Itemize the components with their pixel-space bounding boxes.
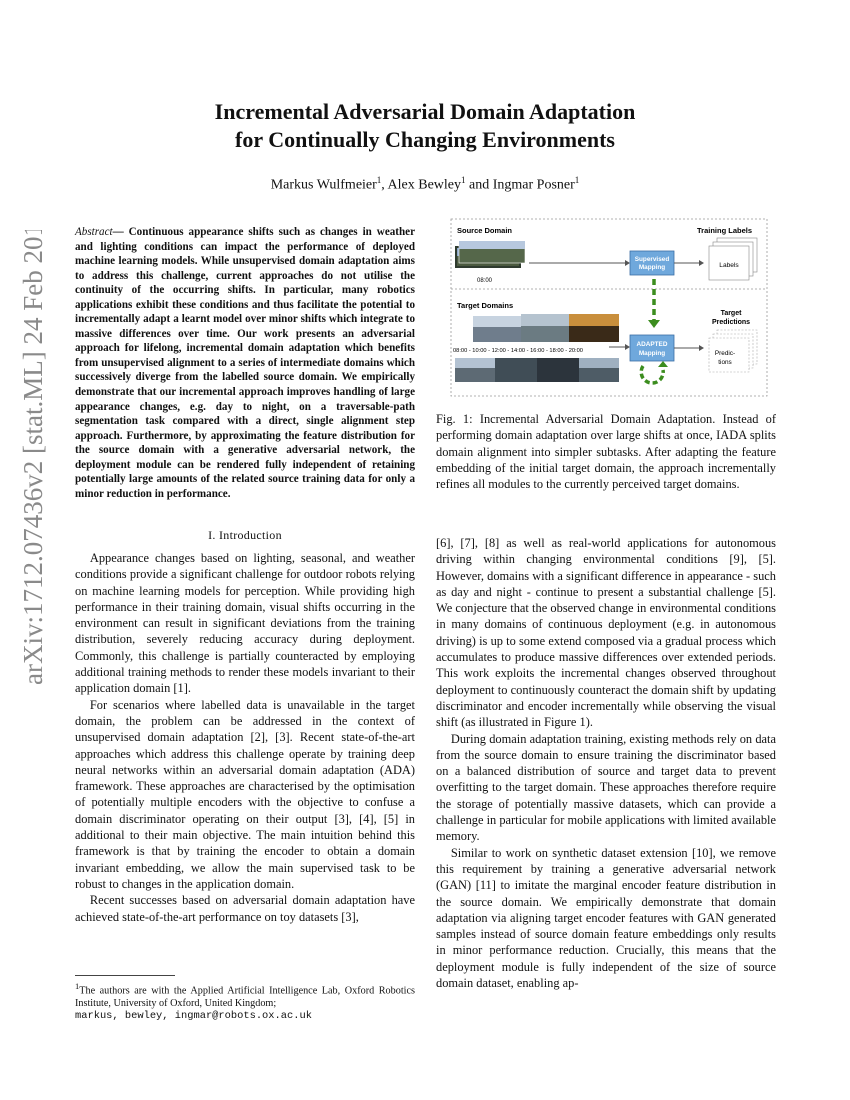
paragraph: Recent successes based on adversarial domain adaptation have achieved state-of-the-art performance on toy datasets [3], bbox=[75, 893, 415, 924]
author-list bbox=[100, 175, 750, 194]
paragraph: [6], [7], [8] as well as real-world applications for autonomous driving within changing environmental conditions [9], [5]. However, domains with a significant difference in appearance - such as day and night - continue to present a substantial challenge [5]. We conjecture that the observed change in environmental conditions in many domains of continuous deployment (e.g. in autonomous driving) is up to some extend composed via a gradual process which accumulates to produce massive differences over extended periods. This work exploits the incremental changes observed throughout deployment to continuously counteract the domain shift by updating discriminator and encoder incrementally while observing the visual shift (as illustrated in Figure 1). bbox=[436, 536, 776, 730]
arxiv-stamp bbox=[6, 230, 54, 690]
left-column-body bbox=[75, 550, 415, 925]
abstract-dash: — bbox=[112, 226, 129, 238]
author-1: Markus Wulfmeier bbox=[270, 177, 377, 193]
footnote bbox=[75, 980, 415, 1023]
paragraph: During domain adaptation training, existing methods rely on data from the source domain to ensure training the discriminator based on a balanced distribution of source and target data to prevent overfitting to the target domain. These approaches therefore require the storage of potentially massive datasets, which can provide a challenge in particular for mobile applications with limited available memory. bbox=[436, 731, 776, 844]
author-sep: , bbox=[381, 177, 388, 193]
paragraph: Appearance changes based on lighting, seasonal, and weather conditions provide a significant challenge for outdoor robots relying on machine learning models for perception. While providing high performance in their training domain, visual shifts occurring in the environment can result in significant deviations from the training distribution, severely reducing accuracy during deployment. Commonly, this challenge is partially counteracted by employing additional training methods to render these models invariant to their application domain [1]. bbox=[75, 551, 415, 696]
supervised-mapping-box bbox=[630, 251, 674, 275]
adapted-mapping-line-2: Mapping bbox=[638, 350, 666, 357]
title-line-1: Incremental Adversarial Domain Adaptation bbox=[214, 99, 636, 124]
author-sep: and bbox=[465, 177, 493, 193]
label-target-domains: Target Domains bbox=[457, 301, 514, 310]
footnote-emails: markus, bewley, ingmar@robots.ox.ac.uk bbox=[75, 1010, 312, 1023]
supervised-mapping-line-2: Mapping bbox=[638, 264, 666, 271]
supervised-mapping-line-1: Supervised bbox=[634, 256, 670, 263]
affil-mark: 1 bbox=[574, 175, 580, 185]
label-predictions-2: tions bbox=[718, 359, 732, 366]
abstract-label: Abstract bbox=[75, 226, 113, 238]
label-training-labels: Training Labels bbox=[697, 226, 753, 235]
figure-1 bbox=[449, 218, 769, 398]
footnote-text bbox=[75, 980, 415, 1010]
abstract-text: Continuous appearance shifts such as changes in weather and lighting conditions can impact the performance of deployed machine learning models. While unsupervised domain adaptation aims to address this challenge, current approaches do not utilise the continuity of the occurring shifts. In particular, many robotics applications exhibit these conditions and thus facilitate the potential to incrementally adapt a learnt model over minor shifts which integrate to massive differences over time. Our work presents an adversarial approach for lifelong, incremental domain adaptation which benefits from unsupervised alignment to a series of intermediate domains which successively diverge from the labelled source domain. We empirically demonstrate that our incremental approach improves handling of large appearance changes, e.g. day to night, on a traversable-path segmentation task compared with a direct, single alignment step approach. Furthermore, by approximating the feature distribution for the source domain with a generative adversarial network, the deployment module can be rendered fully independent of retaining potentially large amounts of the related source training data for only a minor reduction in performance. bbox=[75, 226, 415, 500]
label-timeline: 08:00 - 10:00 - 12:00 - 14:00 - 16:00 - 18:00 - 20:00 bbox=[453, 348, 583, 354]
section-heading: I. Introduction bbox=[208, 528, 282, 542]
figure-caption: Fig. 1: Incremental Adversarial Domain Adaptation. Instead of performing domain adaptation over large shifts at once, IADA splits domain alignment into simpler subtasks. After adapting the feature embedding of the initial target domain, the approach incrementally refines all modules to the currently perceived target domains. bbox=[436, 412, 776, 492]
source-images bbox=[455, 241, 525, 268]
footnote-rule bbox=[75, 975, 175, 976]
label-time-0800: 08:00 bbox=[477, 278, 493, 284]
label-predictions-1: Predic- bbox=[714, 350, 736, 357]
adapted-mapping-box bbox=[630, 335, 674, 361]
label-source-domain: Source Domain bbox=[457, 226, 513, 235]
author-3: Ingmar Posner bbox=[492, 177, 575, 193]
label-target-predictions-2: Predictions bbox=[711, 319, 751, 326]
paper-title bbox=[100, 98, 750, 154]
paragraph: For scenarios where labelled data is unavailable in the target domain, the problem can be addressed in the context of unsupervised domain adaptation [2], [3]. Recent state-of-the-art approaches which address this challenge operate by training deep neural networks within an adversarial domain adaptation (ADA) framework. These approaches are characterised by the optimisation of potentially multiple encoders with the objective to confuse a domain discriminator operating on their output [3], [4], [5] in additional to their main objective. The main intuition behind this framework is that by training the encoder to obtain a domain invariant embedding, we allow the main supervised task to be robust to changes in the application domain. bbox=[75, 697, 415, 891]
author-2: Alex Bewley bbox=[387, 177, 462, 193]
adapted-mapping-line-1: ADAPTED bbox=[636, 341, 668, 348]
paragraph: Similar to work on synthetic dataset extension [10], we remove this requirement by training a generative adversarial network (GAN) [11] to imitate the marginal encoder feature distribution in the source domain. We empirically demonstrate that domain adaptation via aligning target encoder features with GAN generated samples instead of source domain feature embeddings only results in minor performance reduction. Crucially, this means that the deployment module is fully independent of the size of source domain dataset, enabling ap- bbox=[436, 845, 776, 991]
label-target-predictions-1: Target bbox=[720, 310, 742, 317]
affil-mark: 1 bbox=[461, 175, 466, 185]
label-labels: Labels bbox=[719, 262, 739, 269]
arxiv-id: arXiv:1712.07436v2 [stat.ML] 24 Feb 2018 bbox=[18, 230, 48, 685]
title-line-2: for Continually Changing Environments bbox=[235, 127, 615, 152]
affil-mark: 1 bbox=[376, 175, 382, 185]
footnote-affiliation: The authors are with the Applied Artificial Intelligence Lab, Oxford Robotics Institute, University of Oxford, United Kingdom; bbox=[75, 985, 415, 1010]
footnote-mark: 1 bbox=[75, 981, 80, 991]
abstract bbox=[75, 225, 415, 501]
right-column-body bbox=[436, 535, 776, 991]
labels-stack bbox=[709, 238, 757, 280]
